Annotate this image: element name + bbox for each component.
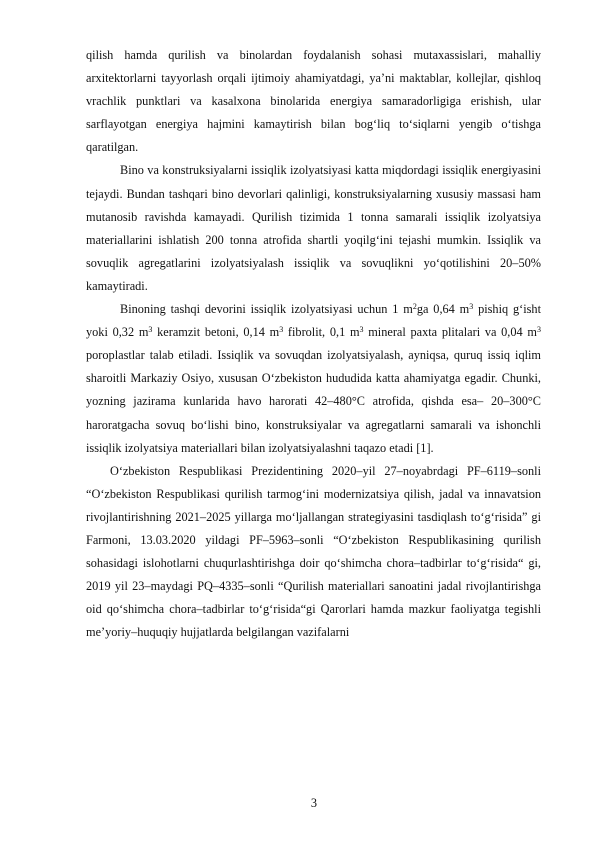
body-text bbox=[86, 44, 541, 644]
superscript-exponent: 3 bbox=[469, 302, 474, 312]
page-number: 3 bbox=[310, 796, 318, 810]
paragraph-text: pishiq g‘isht yoki 0,32 m bbox=[86, 302, 542, 340]
paragraph-text: Binoning tashqi devorini issiqlik izolyatsiyasi uchun 1 m bbox=[120, 302, 413, 317]
paragraph-text: mineral paxta plitalari va 0,04 m bbox=[363, 325, 537, 340]
paragraph-text: poroplastlar talab etiladi. Issiqlik va sovuqdan izolyatsiyalash, ayniqsa, quruq issiq iqlim sharoitli Markaziy Osiyo, xususan O‘zbekiston hududida katta ahamiyatga egadir. Chunki, yozning jazirama kunlarida havo harorati 42–480°C atrofida, qishda esa– 20–300°C haroratgacha sovuq bo‘lishi bino, konstruksiyalar va agregatlarni samarali va ishonchli issiqlik izolyatsiya materiallari bilan izolyatsiyalashni taqazo etadi [1]. bbox=[86, 348, 541, 455]
superscript-exponent: 3 bbox=[148, 325, 153, 335]
paragraph-text: O‘zbekiston Respublikasi Prezidentining 2020–yil 27–noyabrdagi PF–6119–sonli “O‘zbekiston Respublikasi qurilish tarmog‘ini modernizatsiya qilish, jadal va innavatsion rivojlantirishning 2021–2025 yillarga mo‘ljallangan strategiyasini tasdiqlash to‘g‘risida” gi Farmoni, 13.03.2020 yildagi PF–5963–sonli “O‘zbekiston Respublikasining qurilish sohasidagi islohotlarni chuqurlashtirishga doir qo‘shimcha chora–tadbirlar to‘g‘risida“ gi, 2019 yil 23–maydagi PQ–4335–sonli “Qurilish materiallari sanoatini jadal rivojlantirishga oid qo‘shimcha chora–tadbirlar to‘g‘risida“gi Qarorlari hamda mazkur faoliyatga tegishli me’yoriy–huquqiy hujjatlarda belgilangan vazifalarni bbox=[86, 463, 541, 640]
paragraph-text: keramzit betoni, 0,14 m bbox=[152, 325, 280, 340]
superscript-exponent: 3 bbox=[359, 325, 364, 335]
paragraph-text: fibrolit, 0,1 m bbox=[283, 325, 360, 340]
paragraph-text: qilish hamda qurilish va binolardan foydalanish sohasi mutaxassislari, mahalliy arxitektorlarni tayyorlash orqali ijtimoiy ahamiyatdagi, ya’ni maktablar, kollejlar, qishloq vrachlik punktlari va kasalxona binolarida energiya samaradorligiga erishish, ular sarflayotgan energiya hajmini kamaytirish bilan bog‘liq to‘siqlarni yengib o‘tishga qaratilgan. bbox=[86, 48, 541, 155]
paragraph-text: ga 0,64 m bbox=[416, 302, 470, 317]
paragraph-legal-acts bbox=[86, 460, 541, 645]
paragraph-wall-materials bbox=[86, 298, 541, 460]
paragraph-insulation-savings bbox=[86, 159, 541, 298]
paragraph-continuation bbox=[86, 44, 541, 159]
paragraph-text: Bino va konstruksiyalarni issiqlik izolyatsiyasi katta miqdordagi issiqlik energiyasini tejaydi. Bundan tashqari bino devorlari qalinligi, konstruksiyalarning xususiy massasi ham mutanosib ravishda kamayadi. Qurilish tizimida 1 tonna samarali issiqlik izolyatsiya materiallarini ishlatish 200 tonna atrofida shartli yoqilg‘ini tejashi mumkin. Issiqlik va sovuqlik agregatlarini izolyatsiyalash issiqlik va sovuqlikni yo‘qotilishini 20–50% kamaytiradi. bbox=[86, 163, 541, 293]
superscript-exponent: 2 bbox=[412, 302, 417, 312]
superscript-exponent: 3 bbox=[536, 325, 541, 335]
superscript-exponent: 3 bbox=[279, 325, 284, 335]
